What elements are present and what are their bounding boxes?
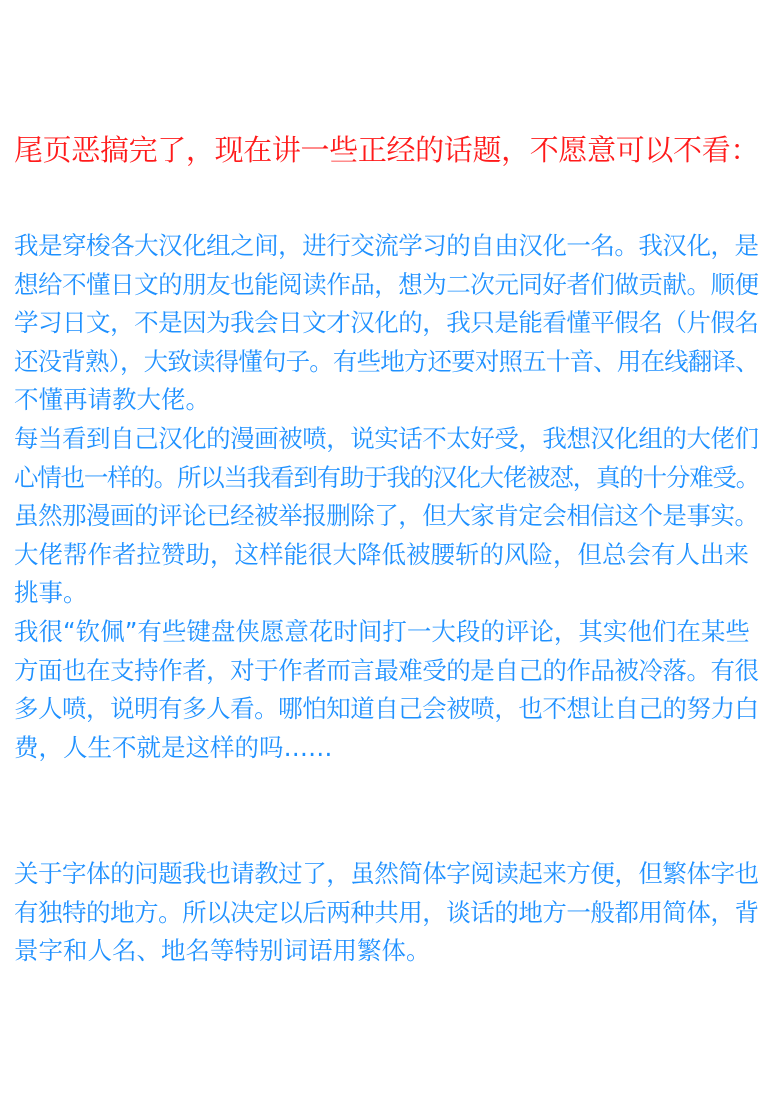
body-line: 学习日文，不是因为我会日文才汉化的，我只是能看懂平假名（片假名 [14, 308, 759, 338]
body-line: 还没背熟），大致读得懂句子。有些地方还要对照五十音、用在线翻译、 [14, 346, 759, 376]
body-line: 方面也在支持作者，对于作者而言最难受的是自己的作品被冷落。有很 [14, 655, 759, 685]
body-line: 我是穿梭各大汉化组之间，进行交流学习的自由汉化一名。我汉化，是 [14, 231, 759, 260]
body-line: 每当看到自己汉化的漫画被喷，说实话不太好受，我想汉化组的大佬们 [14, 423, 759, 453]
body-line: 不懂再请教大佬。 [14, 385, 210, 415]
body-line: 挑事。 [14, 578, 88, 608]
font-note [14, 855, 759, 971]
page-heading: 尾页恶搞完了，现在讲一些正经的话题，不愿意可以不看： [14, 133, 760, 167]
note-line: 关于字体的问题我也请教过了，虽然简体字阅读起来方便，但繁体字也 [14, 859, 759, 888]
body-line: 心情也一样的。所以当我看到有助于我的汉化大佬被怼，真的十分难受。 [14, 462, 759, 492]
note-line: 景字和人名、地名等特别词语用繁体。 [14, 936, 431, 966]
body-text [14, 227, 759, 767]
body-line: 大佬帮作者拉赞助，这样能很大降低被腰斩的风险，但总会有人出来 [14, 539, 749, 569]
body-line: 多人喷，说明有多人看。哪怕知道自己会被喷，也不想让自己的努力白 [14, 694, 759, 724]
body-line: 虽然那漫画的评论已经被举报删除了，但大家肯定会相信这个是事实。 [14, 501, 759, 531]
body-line: 想给不懂日文的朋友也能阅读作品，想为二次元同好者们做贡献。顺便 [14, 269, 759, 299]
body-line: 我很“钦佩”有些键盘侠愿意花时间打一大段的评论，其实他们在某些 [14, 616, 750, 646]
body-line: 费，人生不就是这样的吗…… [14, 732, 333, 762]
note-line: 有独特的地方。所以决定以后两种共用，谈话的地方一般都用简体，背 [14, 897, 759, 927]
